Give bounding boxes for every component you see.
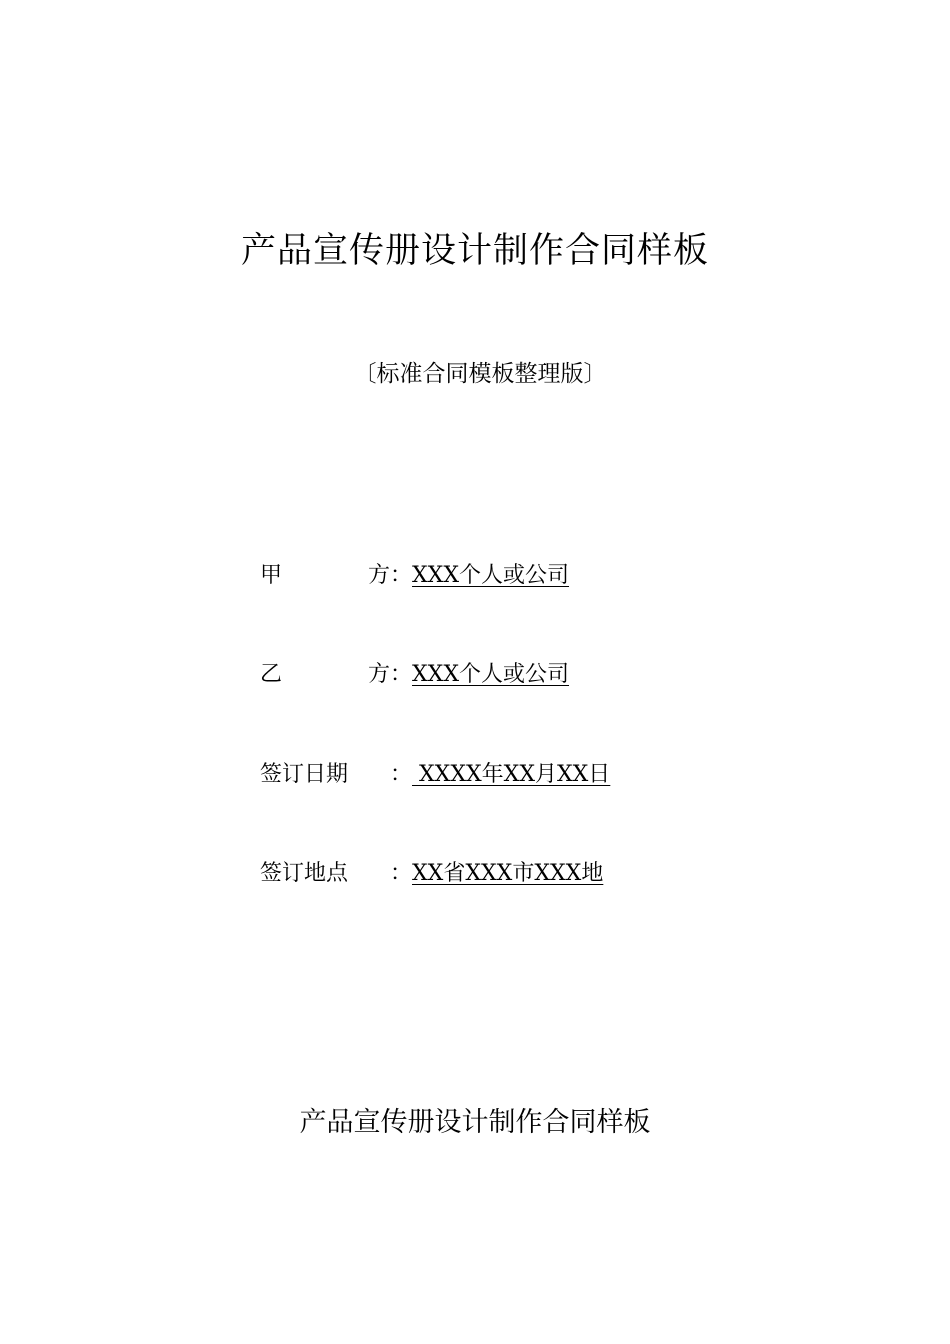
sign-date-row [260, 757, 660, 793]
sign-date-value: XXXX年XX月XX日 [412, 762, 611, 787]
party-a-value: XXX个人或公司 [412, 563, 570, 588]
document-subtitle: 〔标准合同模板整理版〕 [353, 361, 607, 387]
sign-place-row [260, 856, 634, 892]
footer-title: 产品宣传册设计制作合同样板 [299, 1107, 651, 1138]
sign-date-colon: ： [390, 762, 413, 787]
party-b-label-last: 方 [367, 662, 390, 687]
sign-place-colon: ： [390, 861, 413, 886]
party-a-label-first: 甲 [260, 563, 283, 588]
party-b-colon: ： [390, 662, 413, 687]
party-a-label-last: 方 [367, 563, 390, 588]
sign-date-label: 签订日期 [260, 762, 349, 787]
sign-place-value: XX省XXX市XXX地 [412, 861, 604, 886]
party-a-label [260, 558, 390, 594]
party-a-colon: ： [390, 563, 413, 588]
party-b-value: XXX个人或公司 [412, 662, 570, 687]
party-b-label-first: 乙 [260, 662, 283, 687]
party-a-row [260, 558, 640, 594]
sign-place-label: 签订地点 [260, 861, 349, 886]
party-b-row [260, 657, 640, 693]
document-title: 产品宣传册设计制作合同样板 [240, 231, 709, 271]
party-b-label [260, 657, 390, 693]
